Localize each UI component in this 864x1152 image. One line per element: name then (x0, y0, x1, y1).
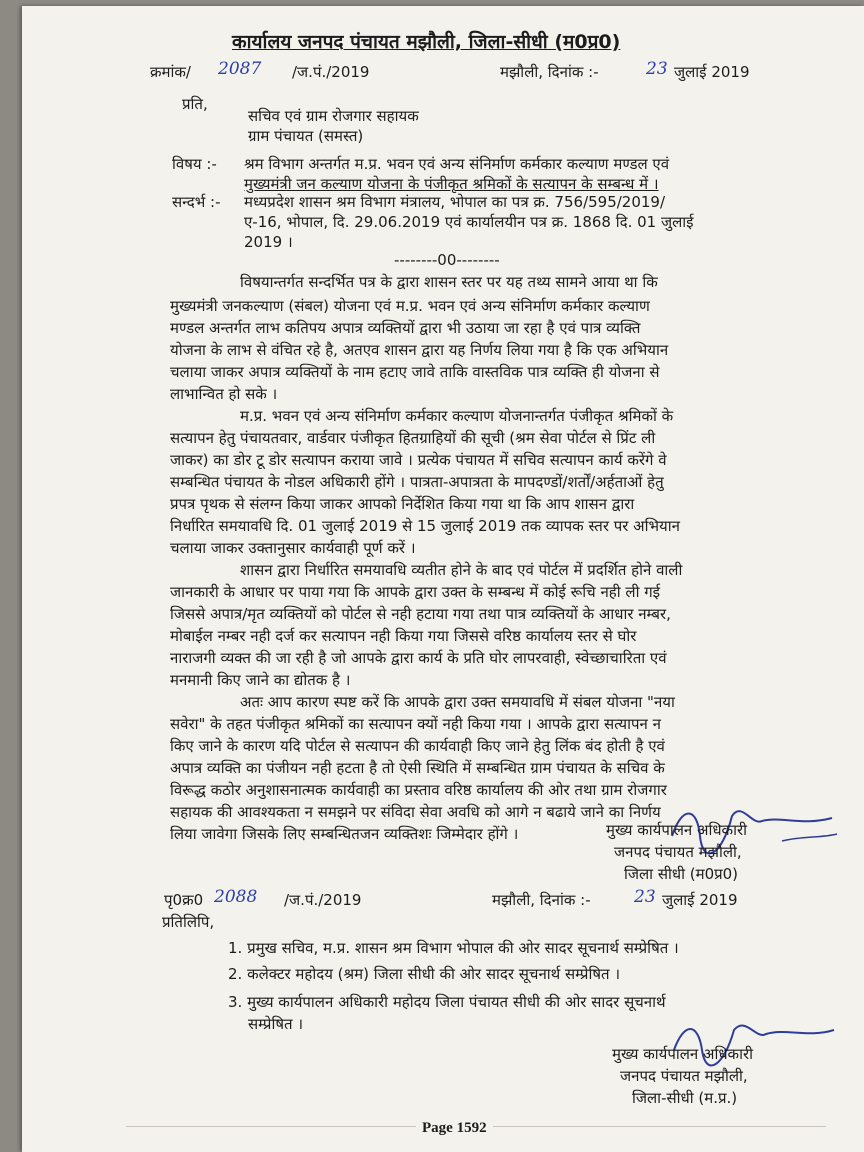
copy-to-label: प्रतिलिपि, (162, 913, 215, 931)
endorsement-number-handwritten: 2088 (214, 887, 258, 907)
paragraph-line: मोबाईल नम्बर नही दर्ज कर सत्यापन नही किया गया जिससे वरिष्ठ कार्यालय स्तर से घोर (170, 627, 637, 645)
paragraph-line: सहायक की आवश्यकता न समझने पर संविदा सेवा अवधि को आगे न बढाये जाने का निर्णय (170, 803, 661, 821)
paragraph-line: म.प्र. भवन एवं अन्य संनिर्माण कर्मकार कल्याण योजनान्तर्गत पंजीकृत श्रमिकों के (240, 407, 674, 425)
paragraph-line: निर्धारित समयावधि दि. 01 जुलाई 2019 से 15 जुलाई 2019 तक व्यापक स्तर पर अभियान (170, 517, 680, 535)
addressee-prati: प्रति, (182, 95, 208, 113)
paragraph-line: चलाया जाकर उक्तानुसार कार्यवाही पूर्ण करें । (170, 539, 416, 557)
signatory-office-1: जनपद पंचायत मझौली, (614, 843, 742, 861)
reference-line3: 2019 । (244, 233, 293, 251)
copy-list-item: सम्प्रेषित । (248, 1015, 304, 1033)
endorsement-date-month-year: जुलाई 2019 (662, 891, 738, 909)
paragraph-line: मण्डल अन्तर्गत लाभ कतिपय अपात्र व्यक्तियों द्वारा भी उठाया जा रहा है एवं पात्र व्यक्ति (170, 319, 641, 337)
subject-line1: श्रम विभाग अन्तर्गत म.प्र. भवन एवं अन्य संनिर्माण कर्मकार कल्याण मण्डल एवं (244, 155, 670, 173)
paragraph-line: सत्यापन हेतु पंचायतवार, वार्डवार पंजीकृत हितग्राहियों की सूची (श्रम सेवा पोर्टल से प्रिंट ली (170, 429, 656, 447)
signatory-district-1: जिला सीधी (म0प्र0) (624, 865, 739, 883)
reference-line2: ए-16, भोपाल, दि. 29.06.2019 एवं कार्यालयीन पत्र क्र. 1868 दि. 01 जुलाई (244, 213, 694, 231)
paragraph-line: जानकारी के आधार पर पाया गया कि आपके द्वारा उक्त के सम्बन्ध में कोई रूचि नही ली गई (170, 583, 661, 601)
date-day-handwritten: 23 (646, 59, 668, 79)
reference-number-suffix: /ज.पं./2019 (292, 63, 370, 81)
copy-list-item: 3. मुख्य कार्यपालन अधिकारी महोदय जिला पंचायत सीधी की ओर सादर सूचनार्थ (228, 993, 666, 1011)
subject-label: विषय :- (172, 155, 217, 173)
paragraph-line: चलाया जाकर अपात्र व्यक्तियों के नाम हटाए जावे ताकि वास्तविक पात्र व्यक्ति ही योजना से (170, 363, 660, 381)
paragraph-line: लाभान्वित हो सके । (170, 385, 278, 403)
paragraph-line: अतः आप कारण स्पष्ट करें कि आपके द्वारा उक्त समयावधि में संबल योजना "नया (240, 693, 675, 711)
endorsement-place-date-label: मझौली, दिनांक :- (492, 891, 591, 909)
copy-list-item: 1. प्रमुख सचिव, म.प्र. शासन श्रम विभाग भोपाल की ओर सादर सूचनार्थ सम्प्रेषित । (228, 939, 679, 957)
paragraph-line: विरूद्ध कठोर अनुशासनात्मक कार्यवाही का प्रस्ताव वरिष्ठ कार्यालय की ओर तथा ग्राम रोजगार (170, 781, 667, 799)
paragraph-line: सवेरा" के तहत पंजीकृत श्रमिकों का सत्यापन क्यों नही किया गया । आपके द्वारा सत्यापन न (170, 715, 661, 733)
signatory-designation-2: मुख्य कार्यपालन अधिकारी (612, 1045, 753, 1063)
paragraph-line: किए जाने के कारण यदि पोर्टल से सत्यापन की कार्यवाही किए जाने हेतु लिंक बंद होती है एवं (170, 737, 665, 755)
signatory-designation-1: मुख्य कार्यपालन अधिकारी (606, 821, 747, 839)
copy-list-item: 2. कलेक्टर महोदय (श्रम) जिला सीधी की ओर सादर सूचनार्थ सम्प्रेषित । (228, 965, 621, 983)
paragraph-line: शासन द्वारा निर्धारित समयावधि व्यतीत होने के बाद एवं पोर्टल में प्रदर्शित होने वाली (240, 561, 683, 579)
document-sheet (22, 6, 864, 1152)
signatory-office-2: जनपद पंचायत मझौली, (620, 1067, 748, 1085)
paragraph-line: मुख्यमंत्री जनकल्याण (संबल) योजना एवं म.प्र. भवन एवं अन्य संनिर्माण कर्मकार कल्याण (170, 297, 650, 315)
reference-number-label: क्रमांक/ (150, 63, 191, 81)
subject-line2: मुख्यमंत्री जन कल्याण योजना के पंजीकृत श्रमिकों के सत्यापन के सम्बन्ध में । (244, 175, 659, 193)
paragraph-line: मनमानी किए जाने का द्योतक है । (170, 671, 351, 689)
paragraph-line: जिससे अपात्र/मृत व्यक्तियों को पोर्टल से नही हटाया गया तथा पात्र व्यक्तियों के आधार नम्बर, (170, 605, 671, 623)
separator: --------00-------- (394, 251, 500, 269)
endorsement-ref-label: पृ0क्र0 (164, 891, 204, 909)
date-month-year: जुलाई 2019 (674, 63, 750, 81)
reference-line1: मध्यप्रदेश शासन श्रम विभाग मंत्रालय, भोपाल का पत्र क्र. 756/595/2019/ (244, 193, 666, 211)
reference-number-handwritten: 2087 (218, 59, 262, 79)
paragraph-line: अपात्र व्यक्ति का पंजीयन नही हटता है तो ऐसी स्थिति में सम्बन्धित ग्राम पंचायत के सचिव के (170, 759, 665, 777)
office-title: कार्यालय जनपद पंचायत मझौली, जिला-सीधी (म0प्र0) (232, 31, 621, 53)
addressee-line2: ग्राम पंचायत (समस्त) (248, 127, 364, 145)
paragraph-line: विषयान्तर्गत सन्दर्भित पत्र के द्वारा शासन स्तर पर यह तथ्य सामने आया था कि (240, 273, 658, 291)
endorsement-ref-suffix: /ज.पं./2019 (284, 891, 362, 909)
paragraph-line: नाराजगी व्यक्त की जा रही है जो आपके द्वारा कार्य के प्रति घोर लापरवाही, स्वेच्छाचारिता एवं (170, 649, 667, 667)
endorsement-date-day-handwritten: 23 (634, 887, 656, 907)
paragraph-line: लिया जावेगा जिसके लिए सम्बन्धितजन व्यक्तिशः जिम्मेदार होंगे । (170, 825, 519, 843)
paragraph-line: सम्बन्धित पंचायत के नोडल अधिकारी होंगे । पात्रता-अपात्रता के मापदण्डों/शर्तों/अर्हताओं हेतु (170, 473, 664, 491)
paragraph-line: योजना के लाभ से वंचित रहे है, अतएव शासन द्वारा यह निर्णय लिया गया है कि एक अभियान (170, 341, 669, 359)
paragraph-line: जाकर) का डोर टू डोर सत्यापन कराया जावे । प्रत्येक पंचायत में सचिव सत्यापन कार्य करेंगे वे (170, 451, 667, 469)
addressee-line1: सचिव एवं ग्राम रोजगार सहायक (248, 107, 419, 125)
place-date-label: मझौली, दिनांक :- (500, 63, 599, 81)
reference-label: सन्दर्भ :- (172, 193, 221, 211)
page-number: Page 1592 (416, 1118, 493, 1138)
signatory-district-2: जिला-सीधी (म.प्र.) (632, 1089, 738, 1107)
paragraph-line: प्रपत्र पृथक से संलग्न किया जाकर आपको निर्देशित किया गया था कि आप शासन द्वारा (170, 495, 635, 513)
